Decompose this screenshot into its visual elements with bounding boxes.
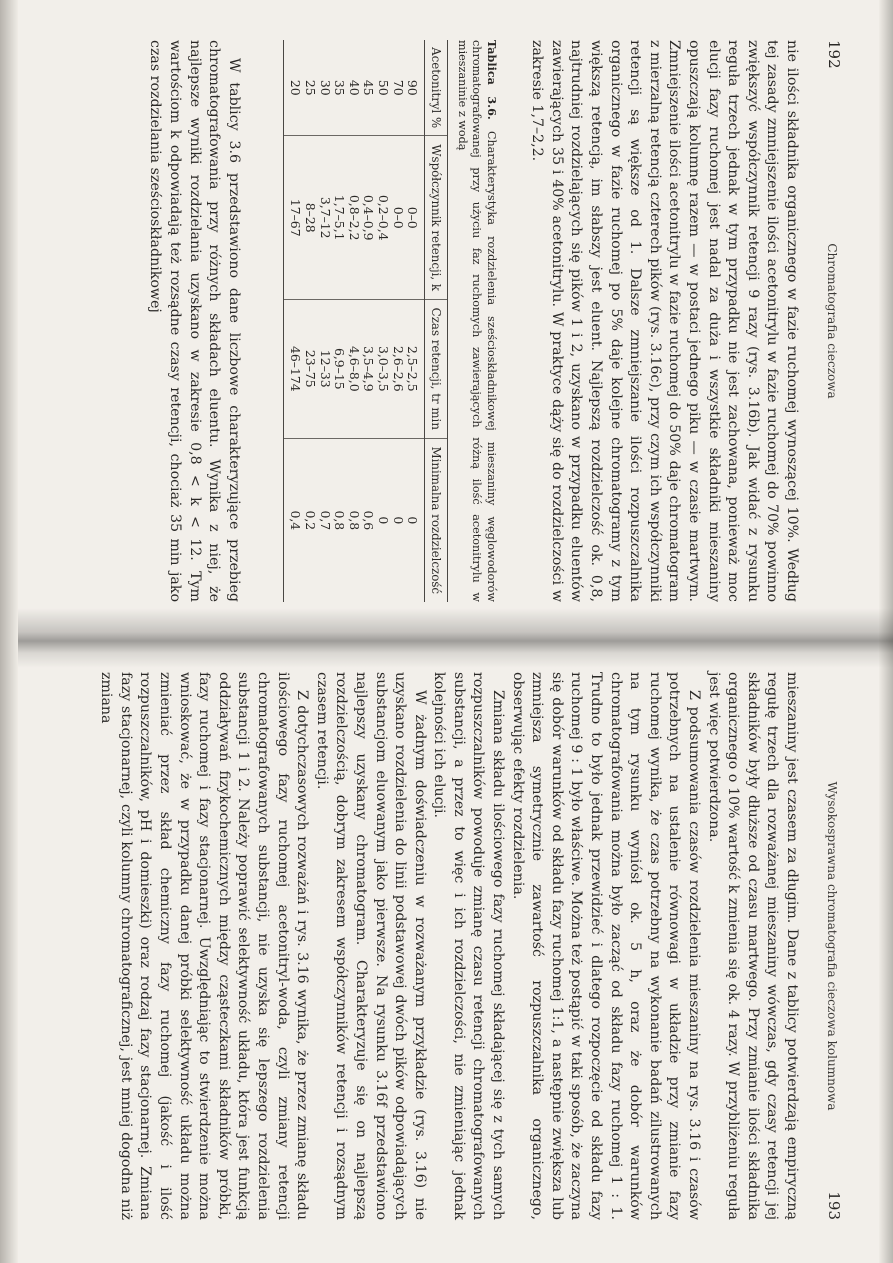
right-running-header <box>819 672 841 1220</box>
table-cell: 0,8–2,2 <box>346 136 361 300</box>
paragraph: W tablicy 3.6 przedstawiono dane liczbowe charakteryzujące przebieg chromatografowania przy różnych składach eluentu. Wynika z niej, że najlepsze wyniki rozdzielania uzyskano w zakresie 0,8 < k < 12. Tym wartościom k odpowiadają też rozsądne czasy retencji, chociaż 35 min jako czas rozdzielania sześcioskładnikowej <box>147 40 242 602</box>
left-page <box>0 40 893 602</box>
table-cell: 12–33 <box>317 300 332 439</box>
table-caption-text: Charakterystyka rozdzielenia sześcioskładnikowej mieszaniny węglowodorów chromatografowanej przy użyciu faz ruchomych zawierających różną ilość acetonitrylu w mieszaninie z wodą <box>455 40 498 602</box>
table-cell: 0,2–0,4 <box>375 136 390 300</box>
table-cell: 3,7–12 <box>317 136 332 300</box>
table-cell: 20 <box>283 40 302 136</box>
page-edge-bottom <box>0 0 18 1263</box>
table-cell: 0,4–0,9 <box>361 136 376 300</box>
table-cell: 2,6–2,6 <box>390 300 405 439</box>
table-row <box>283 40 302 602</box>
table-cell: 6,9–15 <box>332 300 347 439</box>
table-cell: 50 <box>376 79 391 96</box>
table-cell: 0,8 <box>346 438 361 602</box>
paragraph: mieszaniny jest czasem za długim. Dane z tablicy potwierdzają empiryczną regułę trzech dla rozważanej mieszaniny wówczas, gdy czasy retencji jej składników były dłuższe od czasu martwego. Przy zmianie ilości składnika organicznego o 10% wartość k zmienia się ok. 4 razy. W przybliżeniu reguła jest więc potwierdzona. <box>705 672 800 1220</box>
paragraph: W żadnym doświadczeniu w rozważanym przykładzie (rys. 3.16) nie uzyskano rozdzielenia do linii podstawowej dwóch pików odpowiadających substancjom eluowanym jako pierwsze. Na rysunku 3.16f przedstawiono najlepszy uzyskany chromatogram. Charakteryzuje się on najlepszą rozdzielczością, dobrym zakresem współczynników retencji i rozsądnym czasem retencji. <box>313 672 428 1220</box>
table-cell: 8–28 <box>302 136 317 300</box>
page-number-left: 192 <box>825 40 843 69</box>
table-cell: 0,6 <box>361 438 376 602</box>
table-row <box>302 40 317 602</box>
table-cell: 17–67 <box>283 136 302 300</box>
table-caption-label: Tablica 3.6. <box>484 40 499 120</box>
table-header-row <box>425 40 448 602</box>
running-title-left: Chromatografia cieczowa <box>825 243 839 399</box>
table-cell: 0,4 <box>283 438 302 602</box>
right-page-body <box>96 672 801 1220</box>
table-cell: 1,7–5,1 <box>332 136 347 300</box>
table-cell: 0,7 <box>317 438 332 602</box>
book-gutter-shadow <box>0 608 893 668</box>
table-cell: 23–75 <box>302 300 317 439</box>
table-cell: 45 <box>361 79 377 96</box>
table-row <box>317 40 332 602</box>
table-header-cell: Współczynnik retencji, k <box>425 136 448 300</box>
table-cell: 0 <box>390 438 405 602</box>
table-cell: 0–0 <box>390 136 405 300</box>
table-cell: 0,2 <box>302 438 317 602</box>
table-cell: 0–0 <box>405 136 425 300</box>
table-caption <box>454 40 499 602</box>
table-cell: 35 <box>332 79 348 96</box>
table-cell: 3,5–4,9 <box>361 300 376 439</box>
table-row <box>405 40 425 602</box>
paragraph: Z podsumowania czasów rozdzielenia mieszaniny na rys. 3.16 i czasów potrzebnych na ustalenie równowagi w układzie przy zmianie fazy ruchomej wynika, że czas potrzebny na wykonanie badań zilustrowanych na tym rysunku wyniósł ok. 5 h, oraz że dobór warunków chromatografowania można było zacząć od składu fazy ruchomej 1 : 1. Trudno to było jednak przewidzieć i dlatego rozpoczęcie od składu fazy ruchomej 9 : 1 było właściwe. Można też postąpić w taki sposób, że zaczyna się dobór warunków od składu fazy ruchomej 1:1, a następnie zwiększa lub zmniejsza symetrycznie zawartość rozpuszczalnika organicznego, obserwując efekty rozdzielenia. <box>509 672 703 1220</box>
table-header-cell: Minimalna rozdzielczość <box>425 438 448 602</box>
table-cell: 3,0–3,5 <box>375 300 390 439</box>
table-cell: 90 <box>405 79 421 96</box>
table-cell: 40 <box>346 79 362 96</box>
paragraph: nie ilości składnika organicznego w fazie ruchomej wynoszącej 10%. Według tej zasady zmniejszenie ilości acetonitrylu w fazie ruchomej do 70% powinno zwiększyć współczynnik retencji 9 razy (rys. 3.16b). Jak widać z rysunku reguła trzech jednak w tym przypadku nie jest zachowana, ponieważ moc elucji fazy ruchomej jest nadal za duża i wszystkie składniki mieszaniny opuszczają kolumnę razem — w postaci jednego piku — w czasie martwym. Zmniejszenie ilości acetonitrylu w fazie ruchomej do 50% daje chromatogram z mierzalną retencją czterech pików (rys. 3.16c), przy czym ich współczynniki retencji są większe od 1. Dalsze zmniejszanie ilości rozpuszczalnika organicznego w fazie ruchomej po 5% daje kolejne chromatogramy z tym większą retencją, im słabszy jest eluent. Najlepszą rozdzielczość ok. 0,8, najtrudniej rozdzielających się pików 1 i 2, uzyskano w przypadku eluentów zawierających 35 i 40% acetonitrylu. W praktyce dąży się do rozdzielczości w zakresie 1,7–2,2. <box>529 40 800 602</box>
table-cell: 4,6–8,0 <box>346 300 361 439</box>
table-cell: 2,5–2,5 <box>405 300 425 439</box>
table-cell: 0 <box>375 438 390 602</box>
data-table <box>283 40 448 602</box>
table-row <box>375 40 390 602</box>
table-header-cell: Acetonitryl % <box>425 40 448 136</box>
table-row <box>346 40 361 602</box>
left-running-header <box>819 40 841 602</box>
table-header-cell: Czas retencji, tr min <box>425 300 448 439</box>
paragraph: Zmiana składu ilościowego fazy ruchomej składającej się z tych samych rozpuszczalników powoduje zmianę czasu retencji chromatografowanych substancji, a przez to więc i ich rozdzielczości, nie zmieniając jednak kolejności ich elucji. <box>431 672 507 1220</box>
table-cell: 25 <box>303 79 319 96</box>
running-title-right: Wysokosprawna chromatografia cieczowa kolumnowa <box>825 781 839 1111</box>
table-cell: 0 <box>405 438 425 602</box>
table-cell: 70 <box>390 79 406 96</box>
paragraph: Z dotychczasowych rozważań i rys. 3.16 wynika, że przez zmianę składu ilościowego fazy ruchomej acetonitryl-woda, czyli zmiany retencji chromatografowanych substancji, nie uzyska się lepszego rozdzielenia substancji 1 i 2. Należy poprawić selektywność układu, która jest funkcją oddziaływań fizykochemicznych między cząsteczkami składników próbki, fazy ruchomej i fazy stacjonarnej. Uwzględniając to stwierdzenie można wnioskować, że w przypadku danej próbki selektywność układu można zmieniać przez skład chemiczny fazy ruchomej (jakość i ilość rozpuszczalników, pH i domieszki) oraz rodzaj fazy stacjonarnej. Zmiana fazy stacjonarnej, czyli kolumny chromatograficznej, jest mniej dogodna niż zmiana <box>98 672 311 1220</box>
table-row <box>390 40 405 602</box>
table-row <box>332 40 347 602</box>
table-cell: 0,8 <box>332 438 347 602</box>
table-cell: 30 <box>317 79 333 96</box>
right-page <box>0 672 893 1220</box>
left-page-body <box>145 40 801 602</box>
table-cell: 46–174 <box>283 300 302 439</box>
page-number-right: 193 <box>825 1191 843 1220</box>
table-row <box>361 40 376 602</box>
